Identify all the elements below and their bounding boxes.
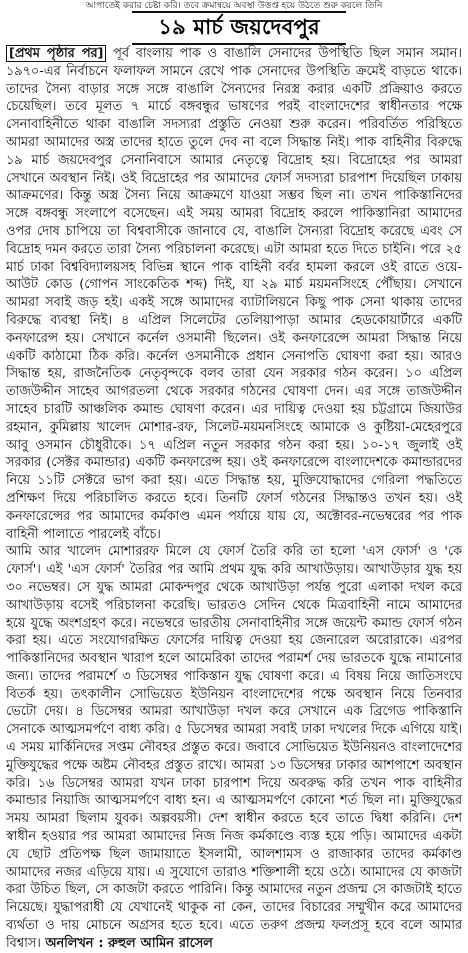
continuation-label: [প্রথম পৃষ্ঠার পর]	[6, 45, 106, 62]
paragraph-text-2: আমি আর খালেদ মোশাররফ মিলে যে ফোর্স তৈরি করি তা হলো 'এস ফোর্স' ও 'কে ফোর্স'। এই 'এস ফোর্স' তৈরির পর আমি প্রথম যুদ্ধ করি আখাউড়ায়। আখাউড়ার যুদ্ধ হয় ৩০ নভেম্বর। সে যুদ্ধ আমরা মোকন্দপুর থেকে আখাউড়া পর্যন্ত পুরো এলাকা দখল করে আখাউড়ায় বসেই পরিচালনা করেছি। ভারতও সেদিন থেকে মিত্রবাহিনী নামে আমাদের হয়ে যুদ্ধে অংশগ্রহণ করে। নভেম্বরে ভারতীয় সেনাবাহিনীর সঙ্গে জয়েন্ট কমান্ড ফোর্স গঠন করা হয়। এতে সংযোগরক্ষিত ফোর্সের দায়িত্ব দেওয়া হয় জেনারেল অরোরাকে। এরপর পাকিস্তানিদের অবস্থান খারাপ হলে আমেরিকা তাদের পরামর্শ দেয় ভারতকে যুদ্ধে নামানোর জন্য। তাদের পরামর্শে ৩ ডিসেম্বর পাকিস্তান যুদ্ধ ঘোষণা করে। এ বিষয় নিয়ে জাতিসংঘে বিতর্ক হয়। তৎকালীন সোভিয়েত ইউনিয়ন বাংলাদেশের পক্ষে অবস্থান নিয়ে তিনবার ভেটো দেয়। ৪ ডিসেম্বর আমরা আখাউড়া দখল করে সেখানে এক ব্রিগেড পাকিস্তানি সেনাকে আত্মসমর্পণে বাধ্য করি। ৫ ডিসেম্বর আমরা সবাই ঢাকা দখলের দিকে এগিয়ে যাই। এ সময় মার্কিনিদের সপ্তম নৌবহর প্রস্তুত করে। জবাবে সোভিয়েত ইউনিয়নও বাংলাদেশের মুক্তিযুদ্ধের পক্ষে অষ্টম নৌবহর প্রস্তুত রাখে। আমরা ১৩ ডিসেম্বর ঢাকার আশপাশে অবস্থান করি। ১৬ ডিসেম্বর আমরা যখন ঢাকা চারপাশ দিয়ে অবরুদ্ধ করি তখন পাক বাহিনীর কমান্ডার নিয়াজি আত্মসমর্পণে বাধ্য হন। এ আত্মসমর্পণে কোনো শর্ত ছিল না। মুক্তিযুদ্ধের সময় আমরা ছিলাম যুবক। অল্পবয়সী। দেশ স্বাধীন করতে হবে তাতে দ্বিধা করিনি। দেশ স্বাধীন হওয়ার পর আমরা আমাদের নিজ নিজ কর্মকাণ্ডে ব্যস্ত হয়ে পড়ি। আমাদের একটা যে ছোট প্রতিপক্ষ ছিল জামায়াতে ইসলামী, আলশামস ও রাজাকার তাদের কর্মকাণ্ড আমাদের নজর এড়িয়ে যায়। এ সুযোগে তারাও শক্তিশালী হয়ে ওঠে। আমাদের যে কাজটা করা উচিত ছিল, সে কাজটা করতে পারিনি। কিন্তু আমাদের নতুন প্রজন্ম সে কাজটাই হাতে নিয়েছে। যুদ্ধাপরাধী যে যেখানেই থাকুক না কেন, তাদের বিচারের সম্মুখীন করে আমাদের ব্যর্থতা ও দায় মোচনে অগ্রসর হতে হবে। এতে তরুণ প্রজন্ম ফলপ্রসূ হবে বলে আমার বিশ্বাস।	[6, 544, 462, 951]
paragraph-text-1: পূর্ব বাংলায় পাক ও বাঙালি সেনাদের উপস্থিতি ছিল সমান সমান। ১৯৭০-এর নির্বাচনে ফলাফল সামনে রেখে পাক সেনাদের উপস্থিতি ক্রমেই বাড়তে থাকে। তাদের সৈন্য বাড়ার সঙ্গে সঙ্গে বাঙালি সৈন্যদের নিরস্ত্র করার একটি প্রক্রিয়াও করতে চেয়েছিল। তবে মূলত ৭ মার্চে বঙ্গবন্ধুর ভাষণের পরই বাংলাদেশের স্বাধীনতার পক্ষে সেনাবাহিনীতে থাকা বাঙালি সদস্যরা প্রস্তুতি নেওয়া শুরু করেন। পরিবর্তিত পরিস্থিতে আমরা আমাদের অস্ত্র তাদের হাতে তুলে দেব না বলে সিদ্ধান্ত নিই। পাক বাহিনীর বিরুদ্ধে ১৯ মার্চ জয়দেবপুর সেনানিবাসে আমার নেতৃত্বে বিদ্রোহ হয়। বিদ্রোহের পর আমরা সেখানে অবস্থান নিই। ওই বিদ্রোহের পর আমাদের ফোর্স সদস্যরা চারপাশ দিয়েছিল ঢাকায় আক্রমণের। কিন্তু অস্ত্র সৈন্য নিয়ে আক্রমণে যাওয়া সম্ভব ছিল না। তখন পাকিস্তানিদের সঙ্গে বঙ্গবন্ধু সংলাপে বসেছেন। এই সময় আমরা বিদ্রোহ করলে পাকিস্তানিরা আমাদের ওপর দোষ চাপিয়ে তা বিশ্ববাসীকে জানাবে যে, বাঙালি সৈন্যরা বিদ্রোহ করেছে এবং সে বিদ্রোহ দমন করতে তারা সৈন্য পরিচালনা করেছে। এটা আমরা হতে দিতে চাইনি। পরে ২৫ মার্চ ঢাকা বিশ্ববিদ্যালয়সহ বিভিন্ন স্থানে পাক বাহিনী বর্বর হামলা করলে ওই রাতে ওয়ে-আউট কোড (গোপন সাংকেতিক শব্দ) দিই, যা ২৯ মার্চ ময়মনসিংহে পৌঁছায়। সেখানে আমরা সবাই জড় হই। একই সঙ্গে আমাদের ব্যাটালিয়নে কিছু পাক সেনা থাকায় তাদের বিরুদ্ধে ব্যবস্থা নিই। ৪ এপ্রিল সিলেটের তেলিয়াপাড়া আমার হেডকোয়ার্টারে একটি কনফারেন্স হয়। সেখানে কর্নেল ওসমানী ছিলেন। ওই কনফারেন্সে আমরা সিদ্ধান্ত নিয়ে একটি কাঠামো ঠিক করি। কর্নেল ওসমানীকে প্রধান সেনাপতি ঘোষণা করা হয়। আরও সিদ্ধান্ত হয়, রাজনৈতিক নেতৃবৃন্দকে বলব তারা যেন সরকার গঠন করেন। ১০ এপ্রিল তাজউদ্দীন সাহেব আগরতলা থেকে সরকার গঠনের ঘোষণা দেন। এর সঙ্গে তাজউদ্দীন সাহেব চারটি আঞ্চলিক কমান্ড ঘোষণা করেন। এর দায়িত্ব দেওয়া হয় চট্টগ্রামে জিয়াউর রহমান, কুমিল্লায় খালেদ মোশার-রফ, সিলেট-ময়মনসিংহে আমাকে ও কুষ্টিয়া-মেহেরপুরে আবু ওসমান চৌধুরীকে। ১৭ এপ্রিল নতুন সরকার গঠন করা হয়। ১০-১৭ জুলাই ওই সরকার (সেক্টর কমান্ডার) একটি কনফারেন্স হয়। ওই কনফারেন্সে বাংলাদেশকে কমান্ডারদের নিয়ে ১১টি সেক্টরে ভাগ করা হয়। এতে সিদ্ধান্ত হয়, মুক্তিযোদ্ধাদের গেরিলা পদ্ধতিতে প্রশিক্ষণ দিয়ে পরিচালিত করতে হবে। তিনটি ফোর্স গঠনের সিদ্ধান্তও তখন হয়। ওই কনফারেন্সের পর আমাদের কর্মকাণ্ড এমন পর্যায়ে যায় যে, অক্টোবর-নভেম্বরের পর পাক বাহিনী পালাতে পারলেই বাঁচে।	[6, 46, 462, 542]
article-paragraph-1	[6, 45, 462, 543]
article-paragraph-2	[6, 543, 462, 952]
headline-box	[132, 11, 346, 45]
article-body	[6, 45, 462, 951]
writer-name: রুহুল আমিন রাসেল	[108, 935, 213, 951]
headline: ১৯ মার্চ জয়দেবপুর	[158, 14, 320, 39]
writer-label: অনলিখন :	[45, 935, 104, 951]
previous-column-fragment: আপাতেই করার চেষ্টা করি। তবে ক্রমান্বয়ে অবস্থা উত্তপ্ত হয়ে উঠতে শুরু করলে তিনি	[85, 1, 383, 11]
